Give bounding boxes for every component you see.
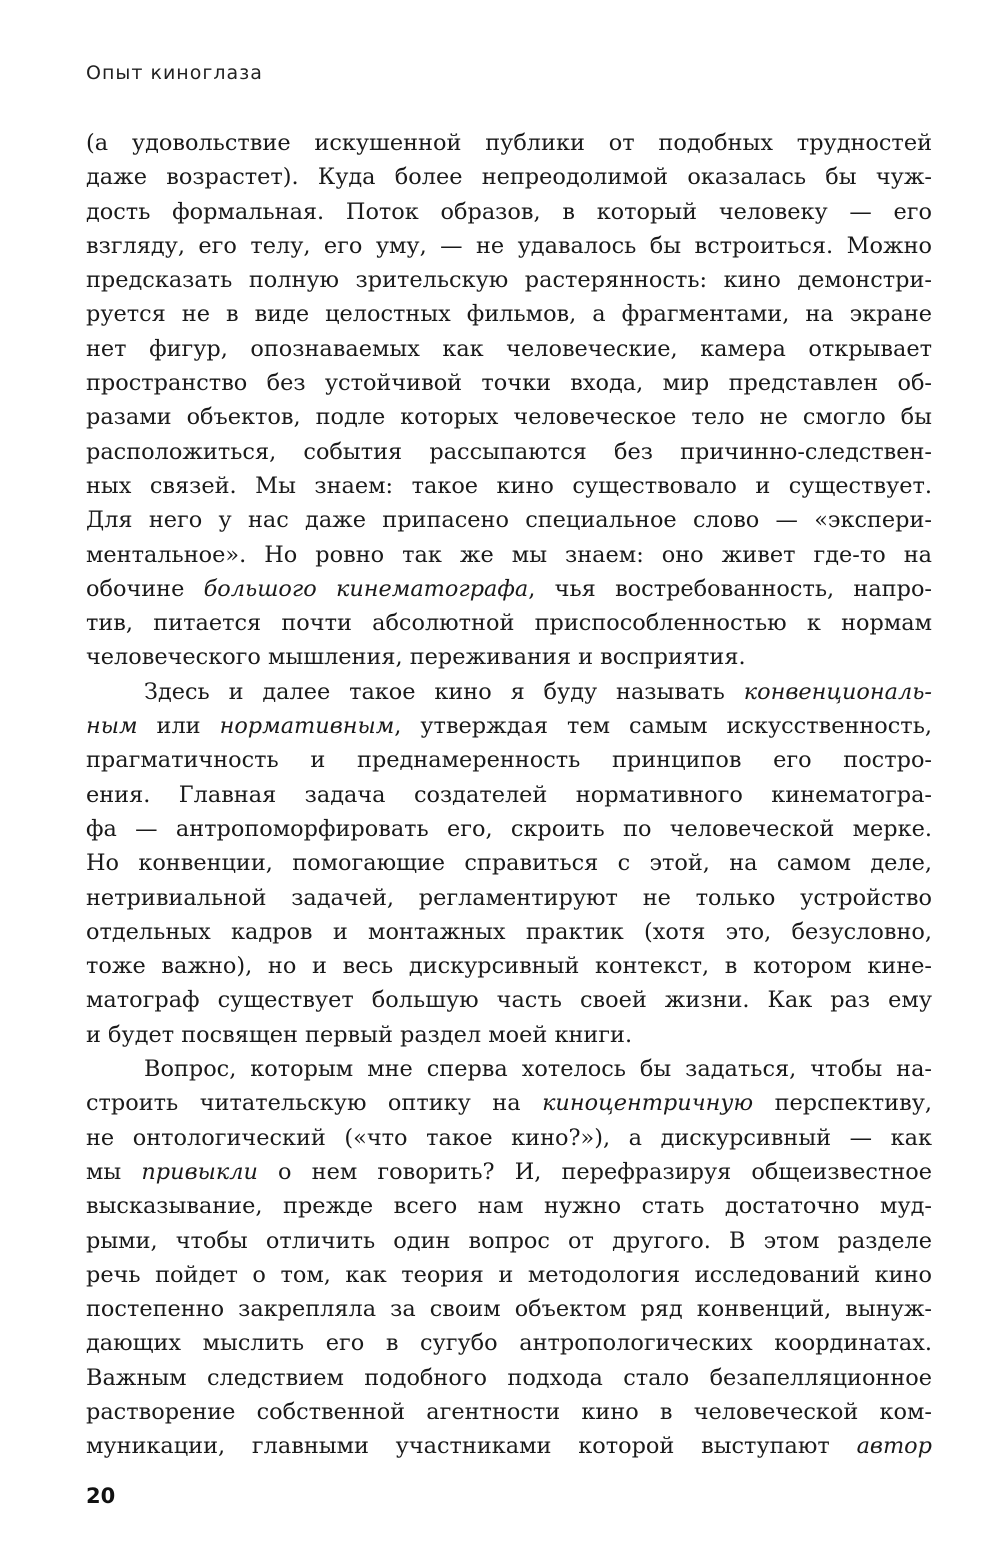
text-segment: постепенно закрепляла за своим объектом ряд конвенций, вынуж- [86,1296,932,1323]
text-segment: пространство без устойчивой точки входа, мир представлен об- [86,370,932,397]
text-segment: , чья востребованность, напро- [528,575,932,602]
text-segment: ения. Главная задача создателей нормативного кинематогра- [86,781,932,808]
text-line [86,1052,932,1086]
text-line [86,709,932,743]
text-segment: дающих мыслить его в сугубо антропологических координатах. [86,1330,932,1357]
text-line [86,983,932,1017]
text-line [86,881,932,915]
text-segment: руется не в виде целостных фильмов, а фрагментами, на экране [86,301,932,328]
text-segment: Вопрос, которым мне сперва хотелось бы задаться, чтобы на- [144,1056,932,1083]
text-line [86,1155,932,1189]
text-line [86,400,932,434]
text-segment: расположиться, события рассыпаются без причинно-следствен- [86,438,932,465]
text-line [86,126,932,160]
text-line [86,297,932,331]
text-line [86,503,932,537]
text-segment: о нем говорить? И, перефразируя общеизвестное [257,1158,932,1185]
text-line [86,915,932,949]
text-segment: обочине [86,575,204,602]
text-segment: перспективу, [753,1090,932,1117]
text-line [86,743,932,777]
text-line [86,640,932,674]
text-line [86,1326,932,1360]
text-line [86,1189,932,1223]
text-line [86,606,932,640]
text-segment: взгляду, его телу, его уму, — не удавалось бы встроиться. Можно [86,232,932,259]
text-line [86,332,932,366]
text-segment: не онтологический («что такое кино?»), а дискурсивный — как [86,1124,932,1151]
text-segment: отдельных кадров и монтажных практик (хотя это, безусловно, [86,918,932,945]
text-line [86,229,932,263]
text-line [86,195,932,229]
text-line [86,469,932,503]
running-head: Опыт киноглаза [86,62,263,84]
text-line [86,1292,932,1326]
text-line [86,1361,932,1395]
text-line [86,263,932,297]
text-segment: разами объектов, подле которых человеческое тело не смогло бы [86,404,932,431]
text-segment: Но конвенции, помогающие справиться с этой, на самом деле, [86,850,932,877]
text-segment: растворение собственной агентности кино в человеческой ком- [86,1398,932,1425]
text-segment: строить читательскую оптику на [86,1090,543,1117]
text-segment: тоже важно), но и весь дискурсивный контекст, в котором кине- [86,953,932,980]
text-line [86,949,932,983]
text-segment: нетривиальной задачей, регламентируют не только устройство [86,884,932,911]
text-segment: человеческого мышления, переживания и восприятия. [86,644,746,671]
text-line [86,778,932,812]
italic-text: большого кинематографа [203,575,529,602]
text-segment: (а удовольствие искушенной публики от подобных трудностей [86,130,932,156]
text-line [86,1224,932,1258]
text-segment: Для него у нас даже припасено специальное слово — «экспери- [86,507,932,534]
text-line [86,1395,932,1429]
text-segment: матограф существует большую часть своей жизни. Как раз ему [86,987,932,1014]
text-segment: муникации, главными участниками которой выступают [86,1433,857,1460]
text-line [86,1121,932,1155]
italic-text: автор [856,1433,932,1460]
text-segment: даже возрастет). Куда более непреодолимой оказалась бы чуж- [86,164,932,191]
body-text [86,126,932,1464]
text-line [86,160,932,194]
italic-text: конвенциональ- [743,678,932,705]
text-line [86,572,932,606]
text-segment: или [137,713,220,740]
text-segment: тив, питается почти абсолютной приспособленностью к нормам [86,610,932,637]
text-segment: предсказать полную зрительскую растерянность: кино демонстри- [86,267,932,294]
text-segment: ментальное». Но ровно так же мы знаем: оно живет где-то на [86,541,932,568]
text-segment: дость формальная. Поток образов, в который человеку — его [86,198,932,225]
italic-text: нормативным [219,713,395,740]
text-line [86,1258,932,1292]
text-line [86,366,932,400]
text-line [86,675,932,709]
text-line [86,812,932,846]
text-segment: мы [86,1158,142,1185]
text-line [86,1429,932,1463]
text-segment: и будет посвящен первый раздел моей книги. [86,1021,633,1048]
text-line [86,435,932,469]
text-segment: , утверждая тем самым искусственность, [394,713,933,740]
text-segment: Здесь и далее такое кино я буду называть [144,678,744,705]
italic-text: привыкли [141,1158,258,1185]
text-line [86,538,932,572]
text-segment: прагматичность и преднамеренность принципов его постро- [86,747,932,774]
text-segment: высказывание, прежде всего нам нужно стать достаточно муд- [86,1193,932,1220]
text-segment: фа — антропоморфировать его, скроить по человеческой мерке. [86,815,932,842]
text-line [86,846,932,880]
italic-text: киноцентричную [542,1090,754,1117]
text-segment: рыми, чтобы отличить один вопрос от другого. В этом разделе [86,1227,932,1254]
text-segment: нет фигур, опознаваемых как человеческие, камера открывает [86,335,932,362]
text-line [86,1086,932,1120]
text-line [86,1018,932,1052]
italic-text: ным [86,713,138,740]
text-segment: ных связей. Мы знаем: такое кино существовало и существует. [86,472,932,499]
text-segment: речь пойдет о том, как теория и методология исследований кино [86,1261,932,1288]
text-segment: Важным следствием подобного подхода стало безапелляционное [86,1364,932,1391]
page-number: 20 [86,1484,116,1508]
